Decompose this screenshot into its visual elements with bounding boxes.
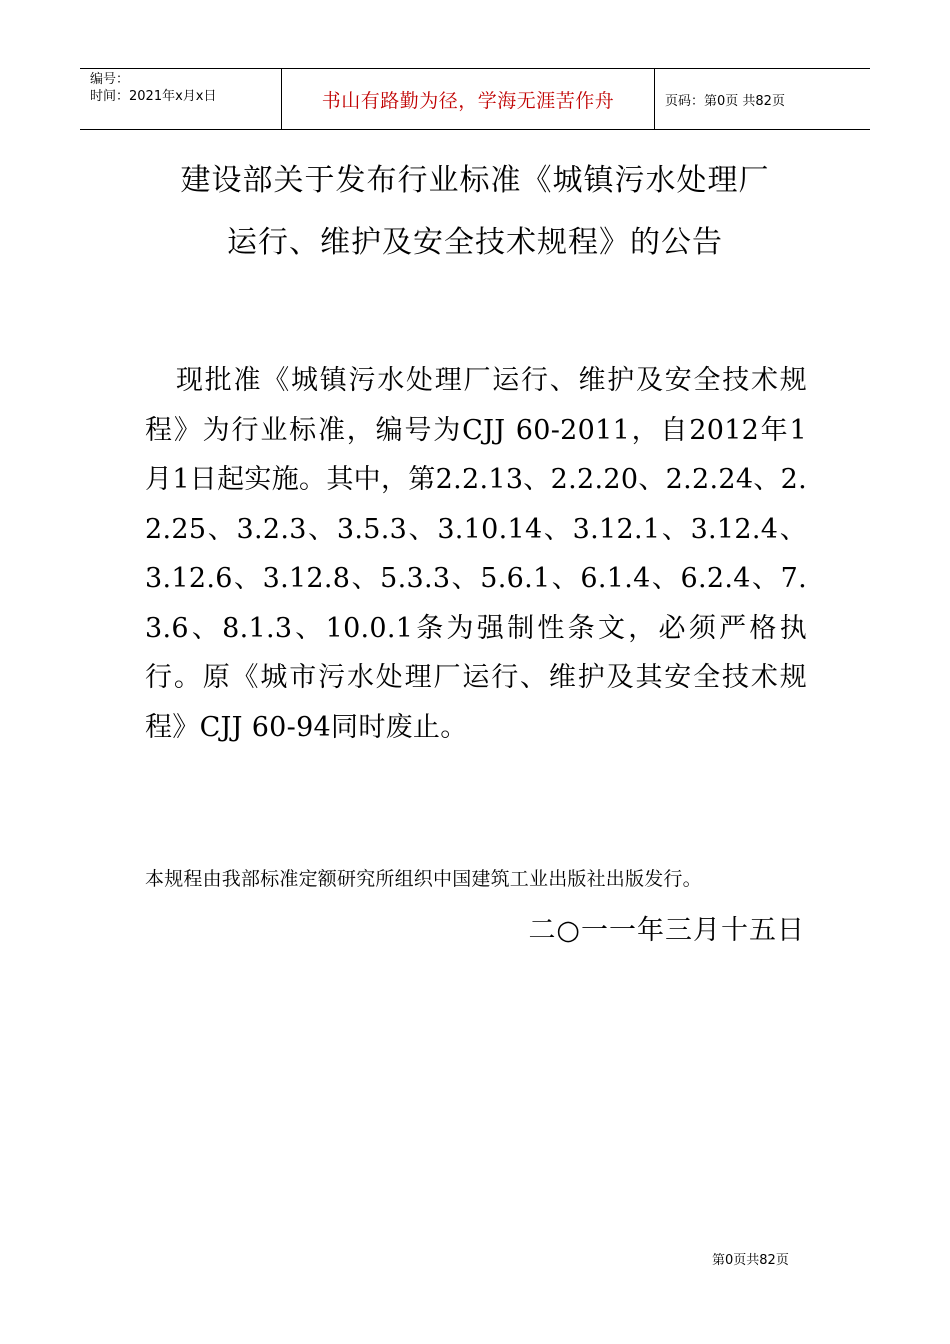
title-line-1: 建设部关于发布行业标准《城镇污水处理厂 <box>180 163 770 198</box>
announcement-date: 二○一一年三月十五日 <box>528 915 805 946</box>
publisher-note: 本规程由我部标准定额研究所组织中国建筑工业出版社出版发行。 <box>145 868 702 890</box>
document-title <box>0 150 950 274</box>
header-meta <box>80 69 282 129</box>
header-page-info: 页码：第0页 共82页 <box>665 93 785 109</box>
announcement-body: 现批准《城镇污水处理厂运行、维护及安全技术规程》为行业标准，编号为CJJ 60-2011，自2012年1月1日起实施。其中，第2.2.13、2.2.20、2.2.24、2.2.25、3.2.3、3.5.3、3.10.14、3.12.1、3.12.4、3.12.6、3.12.8、5.3.3、5.6.1、6.1.4、6.2.4、7.3.6、8.1.3、10.0.1条为强制性条文，必须严格执行。原《城市污水处理厂运行、维护及其安全技术规程》CJJ 60-94同时废止。 <box>145 365 807 743</box>
document-header <box>80 68 870 130</box>
header-page-cell <box>655 69 870 129</box>
header-motto: 书山有路勤为径，学海无涯苦作舟 <box>321 89 615 112</box>
document-number-label: 编号： <box>90 72 130 87</box>
document-time-label: 时间：2021年x月x日 <box>90 89 217 104</box>
footer-page-number: 第0页共82页 <box>712 1253 789 1268</box>
title-line-2: 运行、维护及安全技术规程》的公告 <box>227 225 723 260</box>
header-motto-cell <box>282 69 655 129</box>
